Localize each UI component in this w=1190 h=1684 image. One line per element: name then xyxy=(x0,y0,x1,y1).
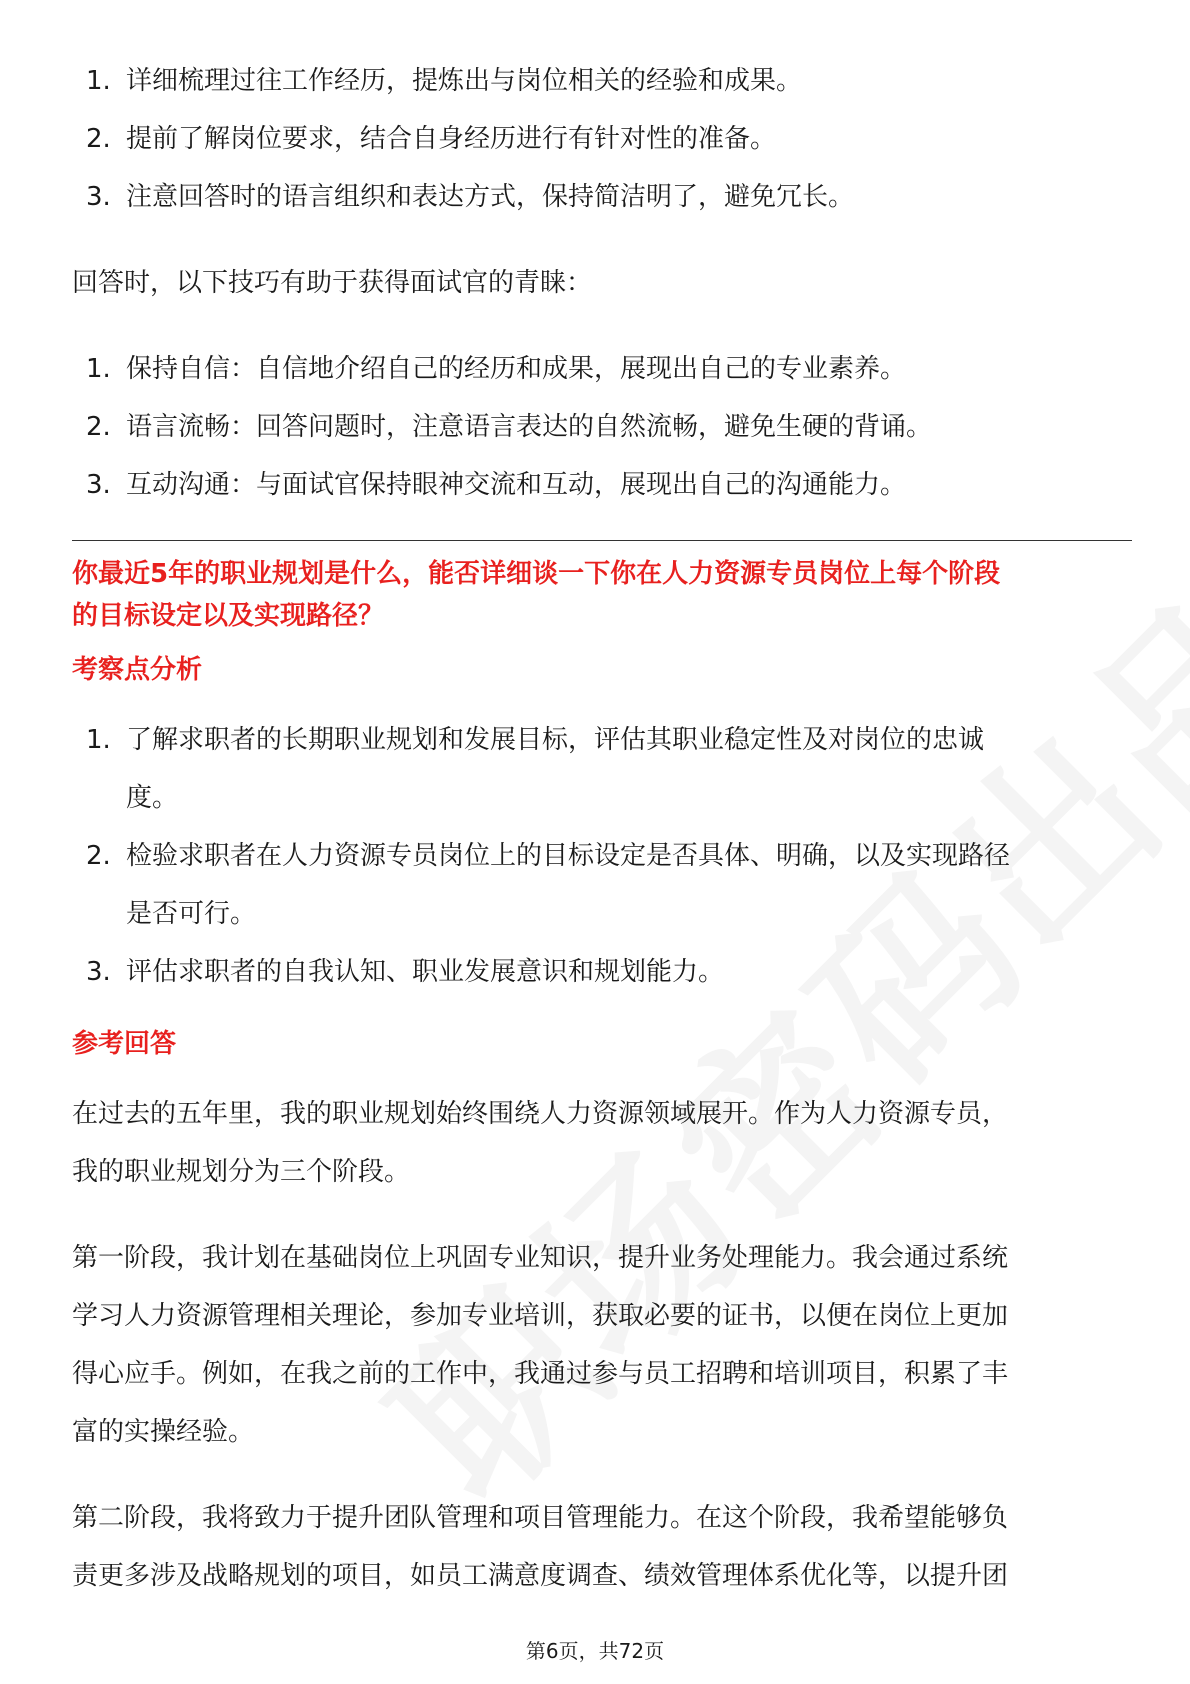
analysis-list xyxy=(72,711,1132,1001)
list-item: 1. 保持自信：自信地介绍自己的经历和成果，展现出自己的专业素养。 xyxy=(86,354,907,384)
list-item: 1. 详细梳理过往工作经历，提炼出与岗位相关的经验和成果。 xyxy=(86,66,803,96)
list-item: 2. 检验求职者在人力资源专员岗位上的目标设定是否具体、明确，以及实现路径 是否可行。 xyxy=(86,841,1011,929)
tips-intro: 回答时，以下技巧有助于获得面试官的青睐： xyxy=(72,268,593,298)
list-item: 2. 提前了解岗位要求，结合自身经历进行有针对性的准备。 xyxy=(86,124,777,154)
analysis-title: 考察点分析 xyxy=(72,655,203,685)
page-content xyxy=(72,52,1132,1605)
question-title: 你最近5年的职业规划是什么，能否详细谈一下你在人力资源专员岗位上每个阶段 的目标设定以及实现路径？ xyxy=(72,559,1001,631)
list-item: 3. 评估求职者的自我认知、职业发展意识和规划能力。 xyxy=(86,957,725,987)
list-item: 2. 语言流畅：回答问题时，注意语言表达的自然流畅，避免生硬的背诵。 xyxy=(86,412,933,442)
tips-list xyxy=(72,340,1132,514)
list-item: 1. 了解求职者的长期职业规划和发展目标，评估其职业稳定性及对岗位的忠诚 度。 xyxy=(86,725,985,813)
section-divider xyxy=(72,540,1132,541)
page-footer: 第6页，共72页 xyxy=(525,1639,665,1663)
answer-paragraph: 第一阶段，我计划在基础岗位上巩固专业知识，提升业务处理能力。我会通过系统 学习人力资源管理相关理论，参加专业培训，获取必要的证书，以便在岗位上更加 得心应手。例如，在我之前的工作中，我通过参与员工招聘和培训项目，积累了丰 富的实操经验。 xyxy=(72,1243,1009,1447)
list-item: 3. 注意回答时的语言组织和表达方式，保持简洁明了，避免冗长。 xyxy=(86,182,855,212)
prep-list xyxy=(72,52,1132,226)
answer-paragraph: 第二阶段，我将致力于提升团队管理和项目管理能力。在这个阶段，我希望能够负 责更多涉及战略规划的项目，如员工满意度调查、绩效管理体系优化等，以提升团 xyxy=(72,1503,1009,1591)
list-item: 3. 互动沟通：与面试官保持眼神交流和互动，展现出自己的沟通能力。 xyxy=(86,470,907,500)
answer-paragraph: 在过去的五年里，我的职业规划始终围绕人力资源领域展开。作为人力资源专员， 我的职业规划分为三个阶段。 xyxy=(72,1099,1009,1187)
answer-title: 参考回答 xyxy=(72,1029,177,1059)
